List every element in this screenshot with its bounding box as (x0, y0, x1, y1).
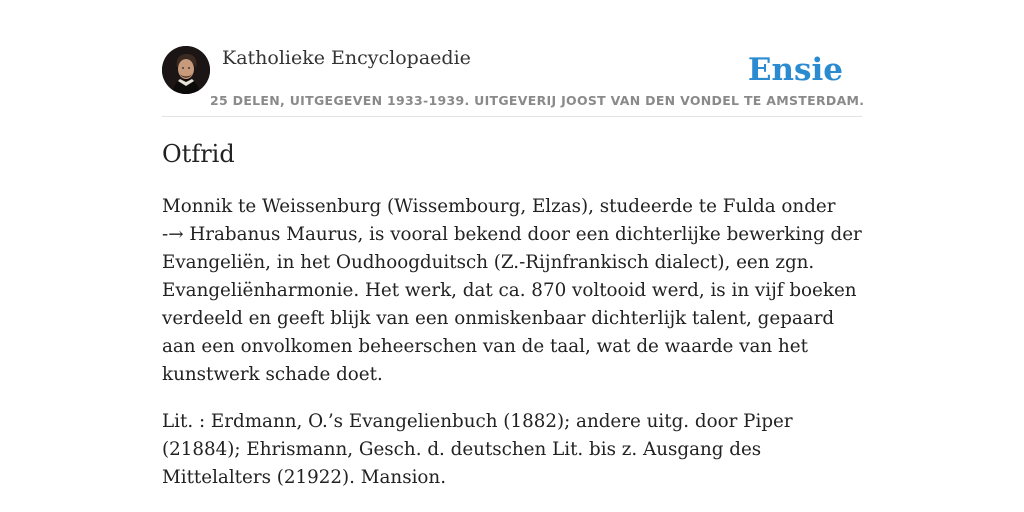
article-title: Otfrid (162, 140, 235, 168)
brand-logo[interactable]: Ensie (747, 52, 843, 88)
publication-subtitle: 25 DELEN, UITGEGEVEN 1933-1939. UITGEVERIJ JOOST VAN DEN VONDEL TE AMSTERDAM. (210, 93, 865, 108)
paragraph-text-rest: Hrabanus Maurus, is vooral bekend door een dichterlijke bewerking der Evangeliën, in het Oudhoogduitsch (Z.-Rijnfrankisch dialect), een zgn. Evangeliënharmonie. Het werk, dat ca. 870 voltooid werd, is in vijf boeken verdeeld en geeft blijk van een onmiskenbaar dichterlijk talent, gepaard aan een onvolkomen beheerschen van de taal, wat de waarde van het kunstwerk schade doet. (162, 224, 862, 385)
portrait-avatar-icon[interactable] (162, 46, 210, 94)
publication-title[interactable]: Katholieke Encyclopaedie (222, 47, 471, 69)
site-header (162, 46, 865, 117)
literature-paragraph: Lit. : Erdmann, O.’s Evangelienbuch (1882); andere uitg. door Piper (21884); Ehrismann, Gesch. d. deutschen Lit. bis z. Ausgang des Mittelalters (21922). Mansion. (162, 411, 793, 488)
article-paragraph (162, 193, 862, 389)
cross-reference-arrow-icon[interactable]: → (168, 224, 184, 245)
article (162, 136, 862, 492)
paragraph-text-start: Monnik te Weissenburg (Wissembourg, Elzas), studeerde te Fulda onder - (162, 196, 836, 245)
